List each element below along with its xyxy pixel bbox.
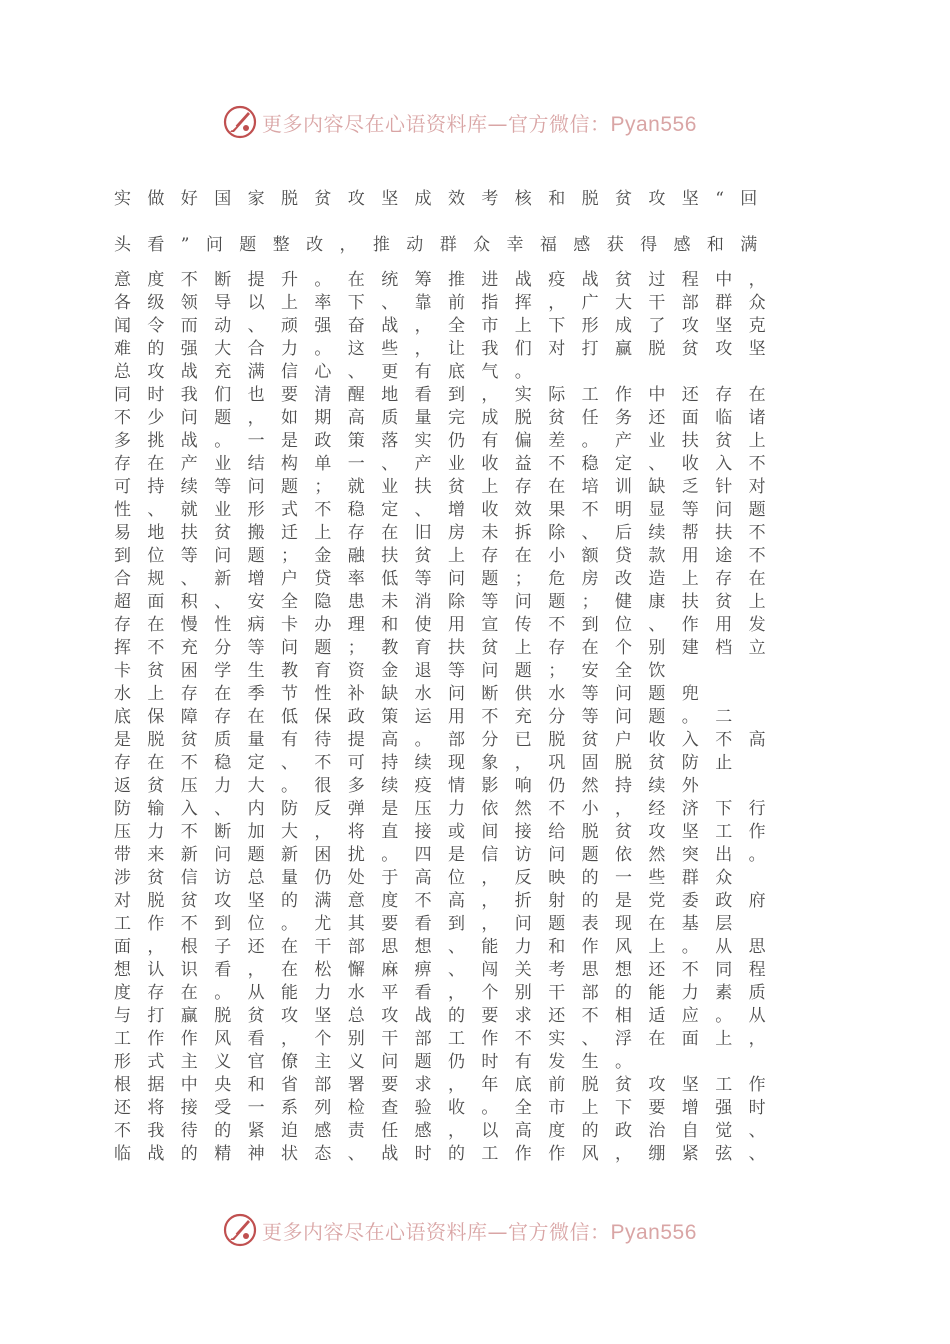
text-line: 还将接受一系列检查验收。全市上下要增强时	[114, 1098, 782, 1118]
text-line: 临战的精神状态、战时的工作作风，绷紧弦、	[114, 1144, 782, 1164]
text-line: 挥不充分等问题；教育扶贫上存在个别建档立	[114, 638, 782, 658]
text-line: 难的强大合力。这些，让我们对打赢脱贫攻坚	[114, 339, 782, 359]
text-line: 总攻战充满信心、更有底气。	[114, 362, 549, 382]
text-line: 头看”问题整改，推动群众幸福感获得感和满	[114, 235, 774, 255]
banner-text	[262, 1216, 697, 1245]
quill-logo-icon	[222, 104, 258, 140]
text-line: 存在不稳定、不可持续现象，巩固脱贫防止	[114, 753, 749, 773]
text-line: 度存在。从能力水平看，个别干部的能力素质	[114, 983, 782, 1003]
text-line: 性、就业形式不稳定、增收效果不明显等问题	[114, 500, 782, 520]
banner-label: 更多内容尽在心语资料库—官方微信：	[262, 111, 611, 136]
text-line: 底保障存在低保政策运用不充分等问题。二	[114, 707, 749, 727]
text-line: 带来新问题新困扰。四是信访问题依然突出。	[114, 845, 782, 865]
text-line: 存在产业结构单一、产业收益不稳定、收入不	[114, 454, 782, 474]
text-line: 是脱贫质量有待提高。部分已脱贫户收入不高	[114, 730, 782, 750]
document-body	[114, 188, 812, 1166]
text-line: 各级领导以上率下、靠前指挥，广大干部群众	[114, 293, 782, 313]
text-line: 意度不断提升。在统筹推进战疫战贫过程中，	[114, 270, 782, 290]
text-line: 想认识看，在松懈麻痹、闯关考思想还不同程	[114, 960, 782, 980]
banner-text	[262, 108, 697, 137]
text-line: 同时我们也要清醒地看到，实际工作中还存在	[114, 385, 782, 405]
text-line: 工作不到位。尤其要看到，问题表现在基层	[114, 914, 749, 934]
text-line: 压力不断加大，将直接或间接给脱贫攻坚工作	[114, 822, 782, 842]
text-line: 存在慢性病卡办理和使用宣传不到位、作用发	[114, 615, 782, 635]
quill-logo-icon	[222, 1212, 258, 1248]
text-line: 防输入、内防反弹是压力依然不小，经济下行	[114, 799, 782, 819]
text-line: 对脱贫攻坚的满意度不高，折射的是党委政府	[114, 891, 782, 911]
text-line: 实做好国家脱贫攻坚成效考核和脱贫攻坚“回	[114, 189, 774, 209]
text-line: 形式主义官僚主义问题仍时有发生。	[114, 1052, 649, 1072]
text-line: 与打赢脱贫攻坚总攻战的要求还不相适应。从	[114, 1006, 782, 1026]
text-line: 水上存在季节性补缺水问断供水等问题兜	[114, 684, 716, 704]
text-line: 不我待的紧迫感责任感，以高度的政治自觉、	[114, 1121, 782, 1141]
text-line: 面，根子还在干部思想、能力和作风上。从思	[114, 937, 782, 957]
text-line: 涉贫信访总量仍处于高位，反映的一些群众	[114, 868, 749, 888]
text-line: 易地扶贫搬迁上存在旧房未拆除、后续帮扶不	[114, 523, 782, 543]
banner-label: 更多内容尽在心语资料库—官方微信：	[262, 1219, 611, 1244]
wechat-id: Pyan556	[610, 112, 697, 136]
text-line: 合规、新增户贷率低等问题；危房改造上存在	[114, 569, 782, 589]
text-line: 闻令而动、顽强奋战，全市上下形成了攻坚克	[114, 316, 782, 336]
footer-banner	[222, 1210, 742, 1250]
text-line: 工作作风看，个别干部工作不实、浮在面上，	[114, 1029, 782, 1049]
text-line: 可持续等问题；就业扶贫上存在培训缺乏针对	[114, 477, 782, 497]
text-line: 到位等问题；金融扶贫上存在小额贷款用途不	[114, 546, 782, 566]
text-line: 多挑战。一是政策落实仍有偏差。产业扶贫上	[114, 431, 782, 451]
text-line: 不少问题，如期高质量完成脱贫任务还面临诸	[114, 408, 782, 428]
text-line: 根据中央和省部署要求，年底前脱贫攻坚工作	[114, 1075, 782, 1095]
text-line: 超面积、安全隐患未消除等问题；健康扶贫上	[114, 592, 782, 612]
text-line: 卡贫困学生教育资金退等问题；安全饮	[114, 661, 682, 681]
text-line: 返贫压力大。很多续疫情影响仍然持续外	[114, 776, 716, 796]
header-banner	[222, 102, 742, 142]
wechat-id: Pyan556	[610, 1220, 697, 1244]
